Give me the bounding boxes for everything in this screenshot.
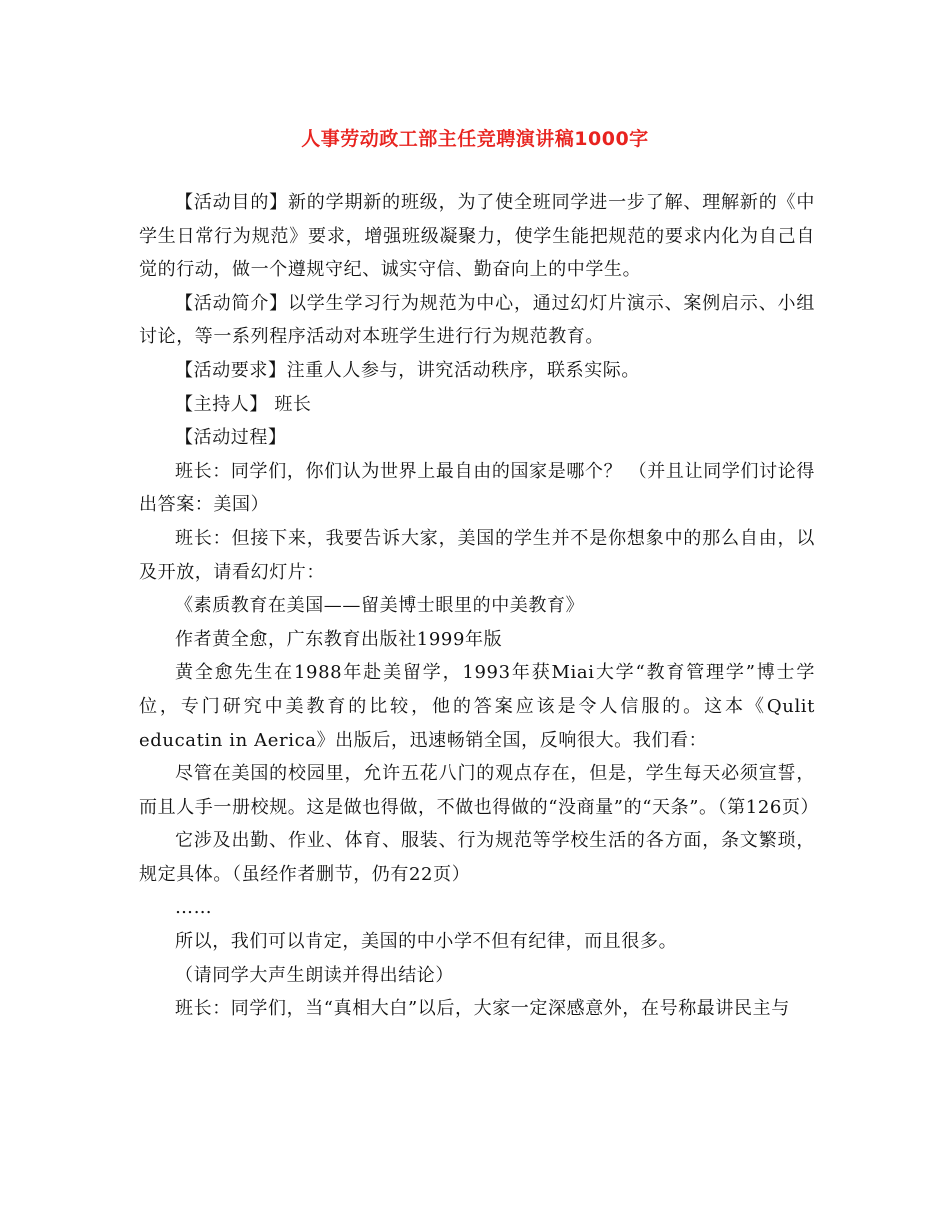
paragraph-intro: 【活动简介】以学生学习行为规范为中心，通过幻灯片演示、案例启示、小组讨论，等一系列程序活动对本班学生进行行为规范教育。 — [139, 292, 815, 348]
paragraph-book-title: 《素质教育在美国——留美博士眼里的中美教育》 — [175, 595, 585, 617]
paragraph-host: 【主持人】 班长 — [175, 393, 312, 415]
document-title: 人事劳动政工部主任竞聘演讲稿1000字 — [301, 128, 649, 150]
paragraph-book-author: 作者黄全愈，广东教育出版社1999年版 — [175, 628, 503, 650]
paragraph-requirements: 【活动要求】注重人人参与，讲究活动秩序，联系实际。 — [175, 359, 640, 381]
paragraph-process-heading: 【活动过程】 — [175, 427, 287, 449]
paragraph-purpose: 【活动目的】新的学期新的班级，为了使全班同学进一步了解、理解新的《中学生日常行为规范》要求，增强班级凝聚力，使学生能把规范的要求内化为自己自觉的行动，做一个遵规守纪、诚实守信、勤奋向上的中学生。 — [139, 192, 815, 281]
paragraph: 它涉及出勤、作业、体育、服装、行为规范等学校生活的各方面，条文繁琐，规定具体。（虽经作者删节，仍有22页） — [139, 830, 815, 885]
paragraph: 所以，我们可以肯定，美国的中小学不但有纪律，而且很多。 — [175, 931, 678, 953]
paragraph: （请同学大声生朗读并得出结论） — [175, 964, 454, 986]
paragraph: 班长：但接下来，我要告诉大家，美国的学生并不是你想象中的那么自由，以及开放，请看幻灯片： — [139, 527, 815, 583]
paragraph: 班长：同学们，当“真相大白”以后，大家一定深感意外，在号称最讲民主与 — [175, 998, 790, 1020]
document-body — [139, 186, 820, 1026]
paragraph: 班长：同学们，你们认为世界上最自由的国家是哪个？ （并且让同学们讨论得出答案：美国） — [139, 460, 815, 516]
paragraph-ellipsis: …… — [175, 897, 213, 919]
paragraph: 黄全愈先生在1988年赴美留学，1993年获Miai大学“教育管理学”博士学位，专门研究中美教育的比较，他的答案应该是令人信服的。这本《Qulit educatin in Aerica》出版后，迅速畅销全国，反响很大。我们看： — [139, 662, 815, 751]
paragraph: 尽管在美国的校园里，允许五花八门的观点存在，但是，学生每天必须宣誓，而且人手一册校规。这是做也得做，不做也得做的“没商量”的“天条”。（第126页） — [139, 763, 820, 818]
